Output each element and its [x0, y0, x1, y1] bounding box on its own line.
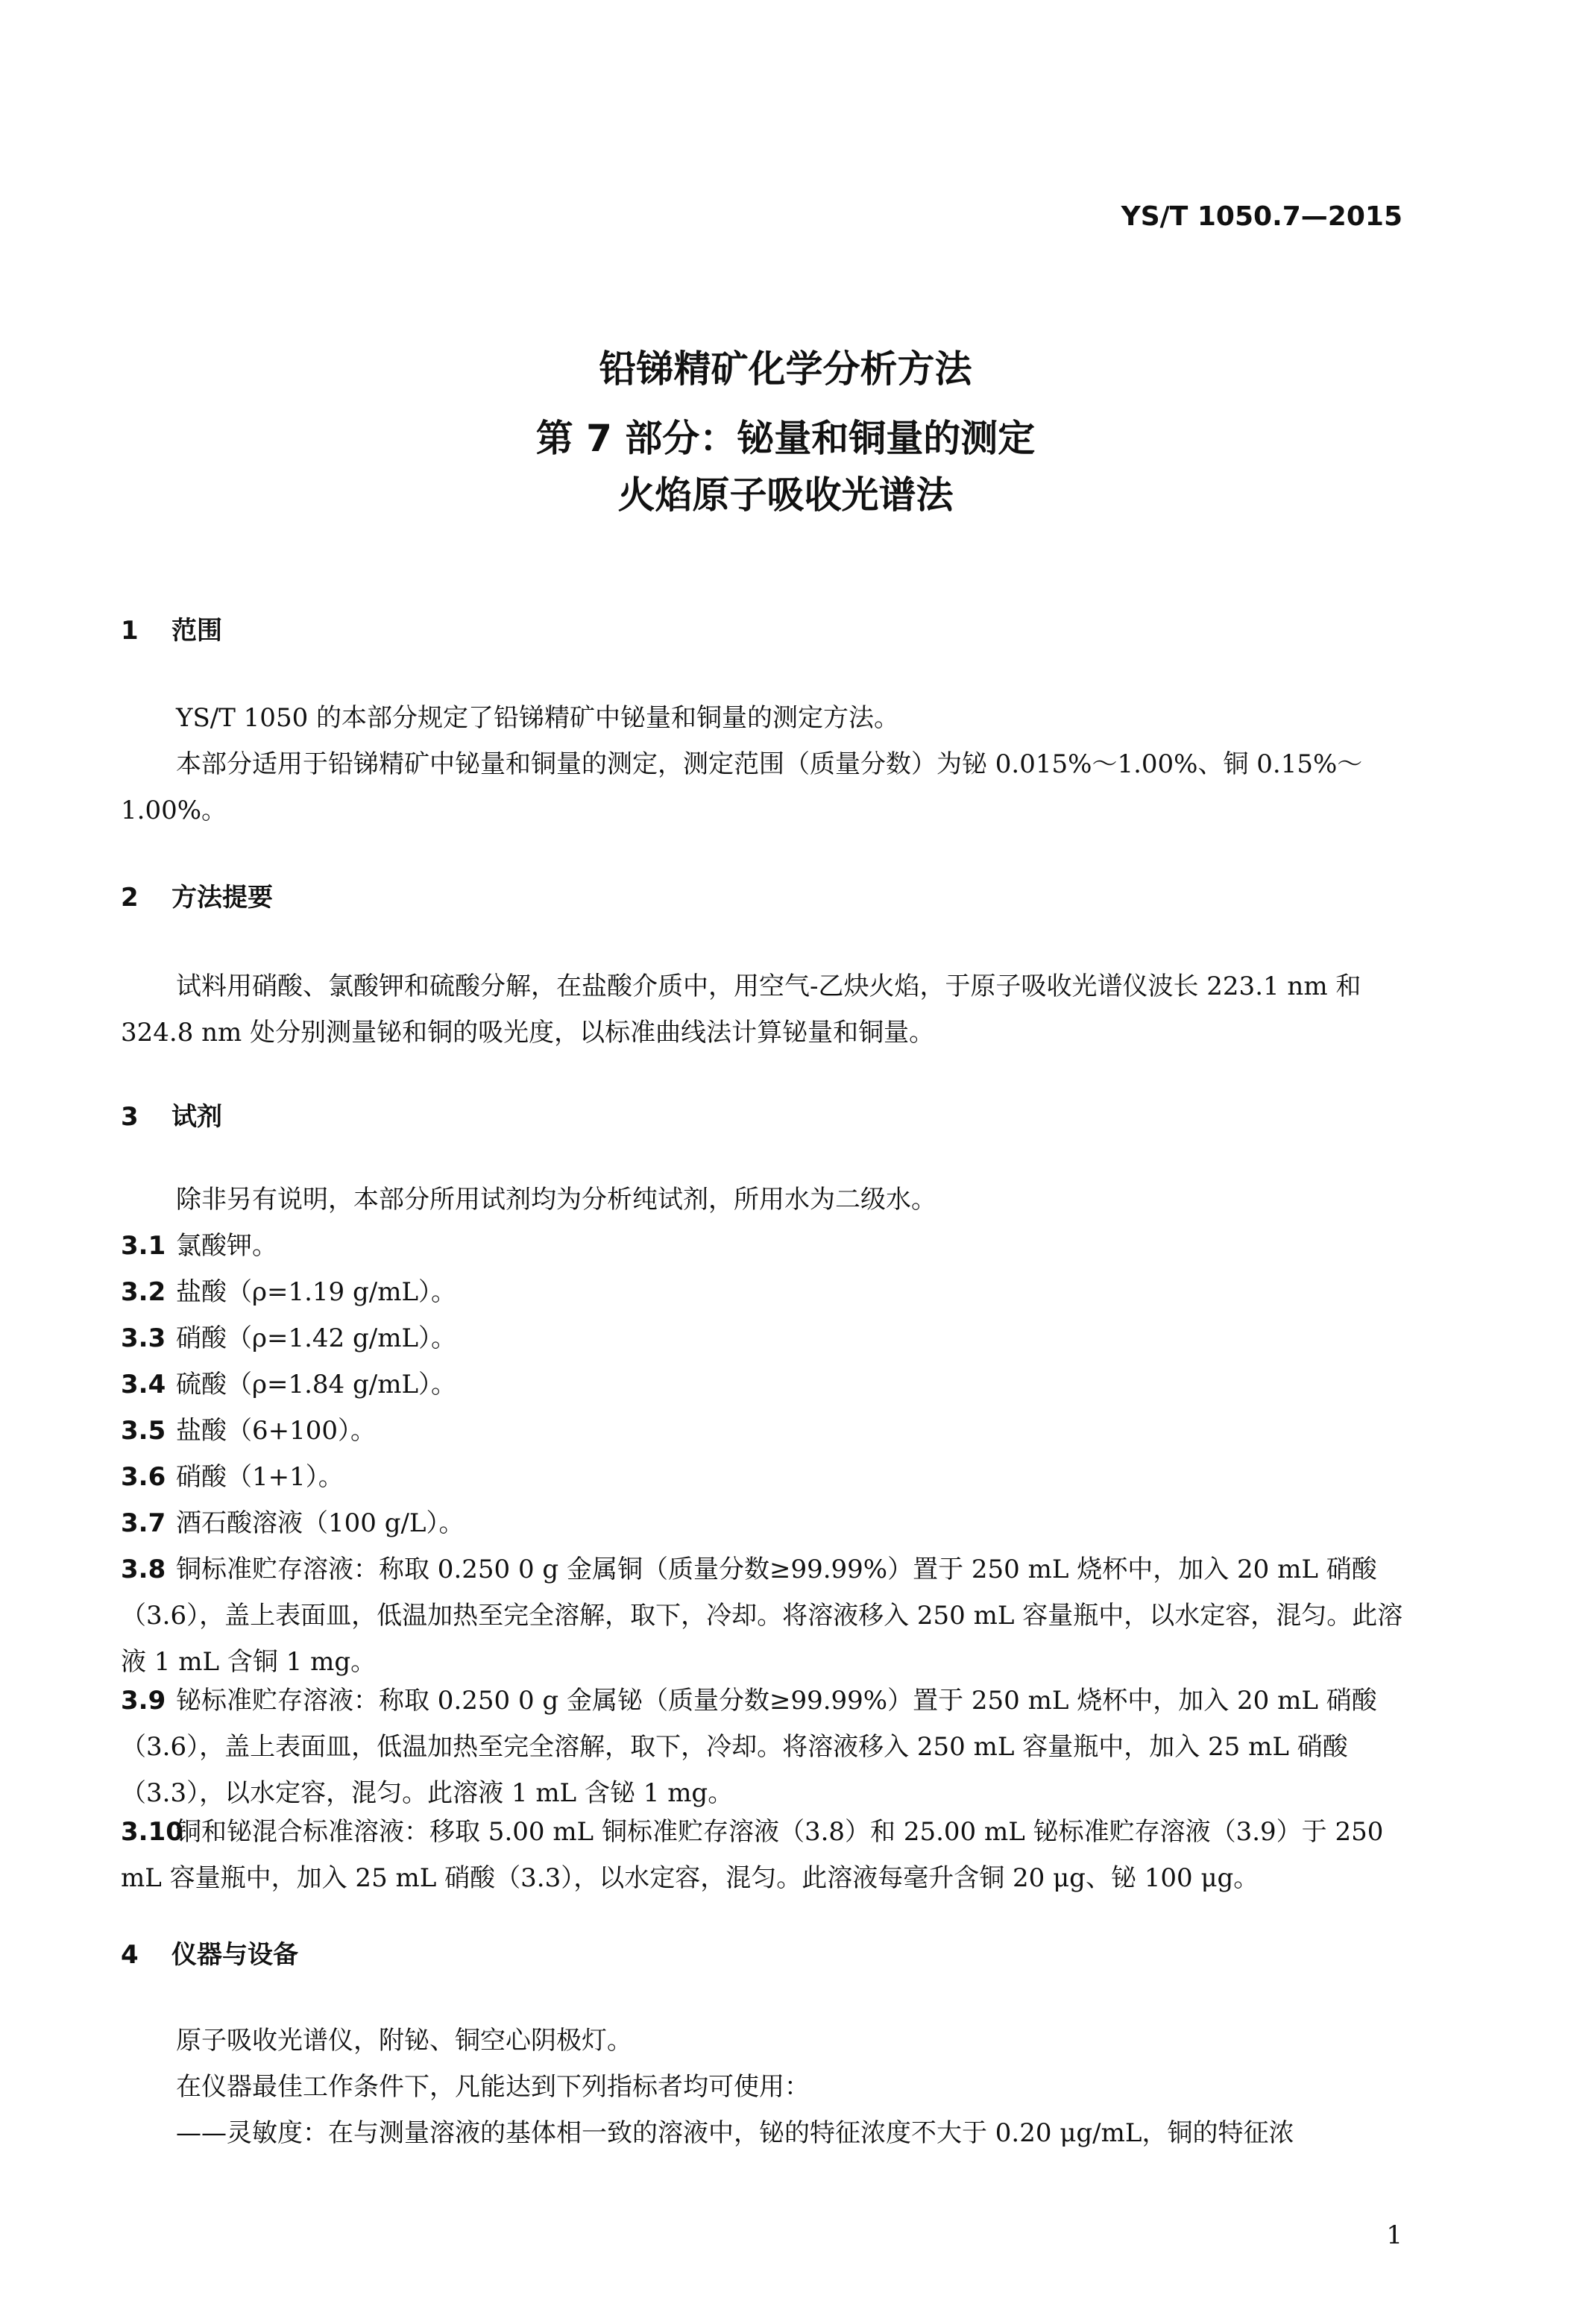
section-number: 1	[121, 616, 139, 646]
section-number: 4	[121, 1940, 139, 1970]
section-number: 3	[121, 1102, 139, 1132]
item-text: 盐酸（6+100）。	[176, 1416, 377, 1446]
item-number: 3.9	[121, 1686, 166, 1716]
page-number: 1	[1386, 2220, 1402, 2250]
title-line-1: 铅锑精矿化学分析方法	[599, 347, 972, 391]
reagent-item	[121, 1546, 1403, 1685]
section-4-heading	[121, 1934, 298, 1971]
section-number: 2	[121, 883, 139, 913]
item-number: 3.2	[121, 1277, 166, 1307]
item-number: 3.5	[121, 1416, 166, 1446]
item-text: 铋标准贮存溶液：称取 0.250 0 g 金属铋（质量分数≥99.99%）置于 250 mL 烧杯中，加入 20 mL 硝酸（3.6），盖上表面皿，低温加热至完全溶解，取下，冷却。将溶液移入 250 mL 容量瓶中，加入 25 mL 硝酸（3.3），以水定容，混匀。此溶液 1 mL 含铋 1 mg。	[121, 1686, 1377, 1808]
section-1-paragraph-1: YS/T 1050 的本部分规定了铅锑精矿中铋量和铜量的测定方法。	[176, 703, 900, 733]
section-title: 范围	[171, 616, 222, 646]
title-line-3: 火焰原子吸收光谱法	[617, 473, 954, 517]
reagent-item	[121, 1361, 1403, 1408]
section-4-paragraph-1: 原子吸收光谱仪，附铋、铜空心阴极灯。	[176, 2026, 632, 2056]
section-3-intro: 除非另有说明，本部分所用试剂均为分析纯试剂，所用水为二级水。	[176, 1185, 936, 1215]
reagent-item	[121, 1408, 1403, 1454]
section-1-paragraph-2: 本部分适用于铅锑精矿中铋量和铜量的测定，测定范围（质量分数）为铋 0.015%～1.00%、铜 0.15%～1.00%。	[121, 749, 1363, 825]
section-1-heading	[121, 610, 222, 646]
item-text: 氯酸钾。	[176, 1231, 277, 1261]
standard-number: YS/T 1050.7—2015	[1121, 201, 1402, 232]
item-number: 3.8	[121, 1555, 166, 1584]
item-text: 铜标准贮存溶液：称取 0.250 0 g 金属铜（质量分数≥99.99%）置于 250 mL 烧杯中，加入 20 mL 硝酸（3.6），盖上表面皿，低温加热至完全溶解，取下，冷却。将溶液移入 250 mL 容量瓶中，以水定容，混匀。此溶液 1 mL 含铜 1 mg。	[121, 1555, 1403, 1677]
reagent-item	[121, 1223, 1403, 1269]
item-text: 铜和铋混合标准溶液：移取 5.00 mL 铜标准贮存溶液（3.8）和 25.00 mL 铋标准贮存溶液（3.9）于 250 mL 容量瓶中，加入 25 mL 硝酸（3.3），以水定容，混匀。此溶液每毫升含铜 20 μg、铋 100 μg。	[121, 1817, 1384, 1893]
section-title: 仪器与设备	[171, 1940, 298, 1970]
reagent-item	[121, 1500, 1403, 1546]
item-text: 盐酸（ρ=1.19 g/mL）。	[176, 1277, 457, 1307]
item-number: 3.3	[121, 1323, 166, 1353]
item-number: 3.10	[121, 1817, 183, 1847]
item-text: 酒石酸溶液（100 g/L）。	[176, 1508, 465, 1538]
item-number: 3.7	[121, 1508, 166, 1538]
item-number: 3.1	[121, 1231, 166, 1261]
section-2-paragraph-1: 试料用硝酸、氯酸钾和硫酸分解，在盐酸介质中，用空气-乙炔火焰，于原子吸收光谱仪波长 223.1 nm 和 324.8 nm 处分别测量铋和铜的吸光度，以标准曲线法计算铋量和铜量。	[121, 972, 1361, 1048]
section-title: 方法提要	[171, 883, 273, 913]
reagent-item	[121, 1678, 1403, 1816]
section-2-heading	[121, 877, 273, 913]
item-text: 硫酸（ρ=1.84 g/mL）。	[176, 1370, 457, 1399]
reagent-item	[121, 1269, 1403, 1315]
item-number: 3.4	[121, 1370, 166, 1399]
section-4-paragraph-3: ——灵敏度：在与测量溶液的基体相一致的溶液中，铋的特征浓度不大于 0.20 μg/mL，铜的特征浓	[176, 2118, 1294, 2148]
item-number: 3.6	[121, 1462, 166, 1492]
section-3-heading	[121, 1096, 222, 1133]
title-line-2: 第 7 部分：铋量和铜量的测定	[535, 417, 1036, 460]
item-text: 硝酸（ρ=1.42 g/mL）。	[176, 1323, 457, 1353]
reagent-item	[121, 1809, 1403, 1901]
reagent-item	[121, 1454, 1403, 1500]
section-title: 试剂	[171, 1102, 222, 1132]
section-4-paragraph-2: 在仪器最佳工作条件下，凡能达到下列指标者均可使用：	[176, 2072, 810, 2102]
item-text: 硝酸（1+1）。	[176, 1462, 344, 1492]
reagent-item	[121, 1315, 1403, 1361]
